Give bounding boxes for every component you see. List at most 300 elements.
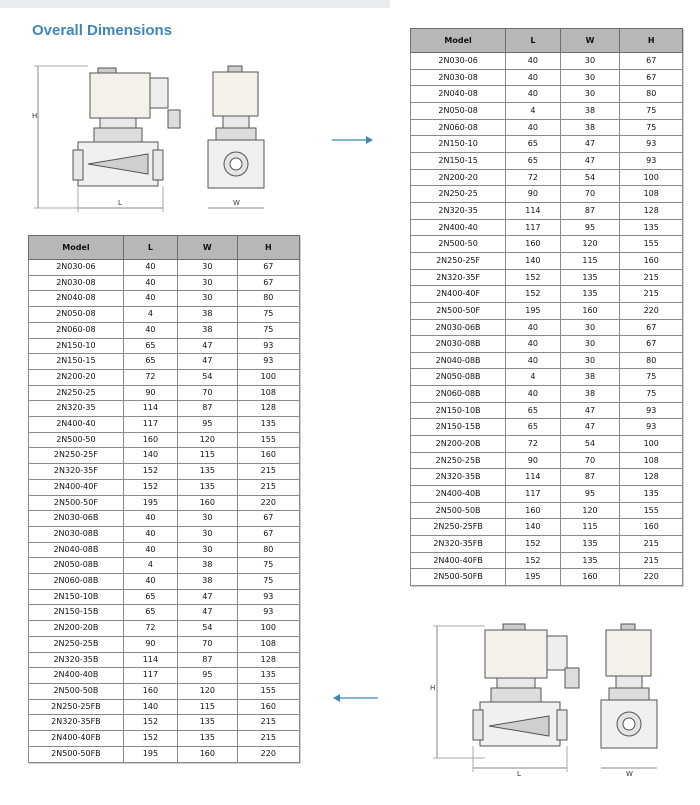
- cell-model: 2N200-20B: [29, 621, 124, 637]
- cell-model: 2N040-08B: [29, 542, 124, 558]
- length-dimension-label: L: [517, 770, 521, 778]
- cell-h: 215: [620, 552, 683, 569]
- cell-l: 195: [506, 569, 560, 586]
- cell-model: 2N320-35FB: [29, 715, 124, 731]
- cell-l: 117: [123, 668, 177, 684]
- cell-model: 2N400-40: [29, 417, 124, 433]
- cell-h: 75: [237, 558, 299, 574]
- cell-h: 220: [237, 495, 299, 511]
- cell-w: 30: [178, 291, 238, 307]
- table-row: [29, 260, 300, 276]
- table-header-row: [411, 29, 683, 53]
- cell-l: 72: [123, 621, 177, 637]
- cell-model: 2N400-40: [411, 219, 506, 236]
- cell-l: 40: [506, 386, 560, 403]
- table-row: [29, 683, 300, 699]
- cell-l: 40: [123, 275, 177, 291]
- table-row: [411, 336, 683, 353]
- table-row: [411, 236, 683, 253]
- table-row: [29, 432, 300, 448]
- cell-h: 215: [237, 479, 299, 495]
- cell-h: 128: [237, 401, 299, 417]
- cell-model: 2N400-40FB: [411, 552, 506, 569]
- cell-model: 2N500-50FB: [29, 746, 124, 762]
- table-row: [411, 436, 683, 453]
- cell-model: 2N060-08B: [411, 386, 506, 403]
- table-row: [411, 86, 683, 103]
- cell-l: 40: [506, 69, 560, 86]
- table-row: [29, 558, 300, 574]
- cell-w: 120: [178, 432, 238, 448]
- cell-model: 2N050-08B: [411, 369, 506, 386]
- cell-h: 100: [620, 169, 683, 186]
- table-row: [29, 338, 300, 354]
- width-dimension-label: W: [233, 199, 240, 207]
- cell-l: 90: [123, 385, 177, 401]
- cell-h: 128: [620, 469, 683, 486]
- arrow-left-icon: [332, 692, 378, 704]
- cell-l: 40: [123, 291, 177, 307]
- column-header-h: H: [237, 236, 299, 260]
- cell-w: 115: [560, 519, 620, 536]
- cell-h: 67: [620, 319, 683, 336]
- table-row: [29, 291, 300, 307]
- table-row: [411, 502, 683, 519]
- cell-l: 40: [506, 53, 560, 70]
- cell-h: 135: [237, 668, 299, 684]
- table-row: [29, 369, 300, 385]
- cell-h: 67: [237, 260, 299, 276]
- table-row: [411, 536, 683, 553]
- table-row: [411, 419, 683, 436]
- table-row: [411, 53, 683, 70]
- cell-w: 70: [560, 452, 620, 469]
- table-body: [29, 260, 300, 763]
- cell-w: 135: [178, 479, 238, 495]
- cell-l: 114: [123, 652, 177, 668]
- cell-h: 220: [620, 569, 683, 586]
- cell-w: 47: [178, 354, 238, 370]
- cell-model: 2N250-25B: [411, 452, 506, 469]
- cell-l: 152: [123, 464, 177, 480]
- cell-l: 40: [506, 336, 560, 353]
- cell-w: 87: [178, 652, 238, 668]
- cell-w: 30: [178, 542, 238, 558]
- cell-h: 80: [237, 291, 299, 307]
- cell-l: 40: [123, 574, 177, 590]
- cell-h: 80: [237, 542, 299, 558]
- cell-h: 108: [237, 385, 299, 401]
- cell-model: 2N030-06B: [411, 319, 506, 336]
- table-row: [411, 369, 683, 386]
- cell-h: 220: [237, 746, 299, 762]
- cell-h: 220: [620, 302, 683, 319]
- cell-h: 135: [620, 486, 683, 503]
- table-body: [411, 53, 683, 586]
- cell-model: 2N500-50: [29, 432, 124, 448]
- cell-model: 2N500-50: [411, 236, 506, 253]
- cell-model: 2N500-50B: [29, 683, 124, 699]
- table-row: [411, 469, 683, 486]
- cell-l: 152: [506, 536, 560, 553]
- cell-model: 2N200-20: [29, 369, 124, 385]
- table-row: [411, 452, 683, 469]
- cell-h: 160: [620, 252, 683, 269]
- cell-h: 108: [620, 452, 683, 469]
- cell-h: 75: [237, 574, 299, 590]
- cell-w: 47: [560, 402, 620, 419]
- column-header-w: W: [178, 236, 238, 260]
- cell-model: 2N150-10B: [411, 402, 506, 419]
- cell-h: 100: [237, 621, 299, 637]
- cell-l: 114: [506, 202, 560, 219]
- cell-model: 2N150-15: [29, 354, 124, 370]
- cell-w: 30: [560, 319, 620, 336]
- table-row: [29, 354, 300, 370]
- cell-model: 2N250-25F: [411, 252, 506, 269]
- table-row: [411, 319, 683, 336]
- table-row: [29, 464, 300, 480]
- cell-w: 120: [560, 502, 620, 519]
- cell-l: 40: [123, 542, 177, 558]
- cell-w: 135: [178, 464, 238, 480]
- cell-l: 160: [123, 683, 177, 699]
- cell-l: 65: [123, 338, 177, 354]
- cell-h: 100: [620, 436, 683, 453]
- table-row: [411, 136, 683, 153]
- cell-w: 30: [560, 352, 620, 369]
- cell-model: 2N150-10B: [29, 589, 124, 605]
- table-row: [29, 307, 300, 323]
- cell-model: 2N250-25: [411, 186, 506, 203]
- table-row: [29, 479, 300, 495]
- table-row: [411, 352, 683, 369]
- height-dimension-label: H: [32, 112, 38, 120]
- cell-model: 2N040-08B: [411, 352, 506, 369]
- cell-l: 40: [123, 260, 177, 276]
- cell-w: 30: [178, 275, 238, 291]
- table-row: [29, 542, 300, 558]
- column-header-model: Model: [29, 236, 124, 260]
- cell-h: 155: [620, 236, 683, 253]
- cell-h: 75: [620, 369, 683, 386]
- cell-h: 93: [620, 402, 683, 419]
- cell-model: 2N250-25: [29, 385, 124, 401]
- cell-model: 2N320-35B: [29, 652, 124, 668]
- cell-l: 140: [123, 699, 177, 715]
- table-row: [29, 731, 300, 747]
- cell-w: 160: [178, 746, 238, 762]
- column-header-h: H: [620, 29, 683, 53]
- cell-w: 30: [178, 526, 238, 542]
- dimensions-table-right: [410, 28, 683, 586]
- cell-w: 38: [560, 119, 620, 136]
- cell-l: 40: [123, 511, 177, 527]
- width-dimension-label: W: [626, 770, 633, 778]
- cell-w: 135: [178, 731, 238, 747]
- cell-h: 93: [620, 136, 683, 153]
- cell-h: 160: [620, 519, 683, 536]
- cell-l: 195: [123, 746, 177, 762]
- cell-model: 2N030-08B: [29, 526, 124, 542]
- cell-model: 2N200-20B: [411, 436, 506, 453]
- cell-h: 93: [237, 605, 299, 621]
- cell-l: 90: [506, 186, 560, 203]
- cell-h: 93: [237, 338, 299, 354]
- table-row: [411, 286, 683, 303]
- cell-model: 2N320-35F: [411, 269, 506, 286]
- cell-w: 54: [560, 436, 620, 453]
- cell-w: 38: [560, 369, 620, 386]
- cell-w: 87: [560, 202, 620, 219]
- cell-h: 67: [237, 275, 299, 291]
- cell-model: 2N250-25FB: [29, 699, 124, 715]
- cell-l: 114: [506, 469, 560, 486]
- cell-l: 65: [123, 354, 177, 370]
- cell-model: 2N500-50F: [29, 495, 124, 511]
- cell-l: 65: [506, 152, 560, 169]
- cell-w: 47: [178, 605, 238, 621]
- cell-l: 40: [506, 119, 560, 136]
- cell-h: 155: [620, 502, 683, 519]
- cell-h: 160: [237, 699, 299, 715]
- cell-h: 67: [237, 526, 299, 542]
- cell-model: 2N250-25FB: [411, 519, 506, 536]
- cell-w: 70: [178, 636, 238, 652]
- cell-model: 2N030-06B: [29, 511, 124, 527]
- cell-w: 54: [560, 169, 620, 186]
- cell-w: 38: [560, 102, 620, 119]
- cell-h: 93: [620, 152, 683, 169]
- cell-h: 215: [620, 286, 683, 303]
- table-row: [411, 302, 683, 319]
- cell-w: 135: [560, 536, 620, 553]
- cell-model: 2N040-08: [29, 291, 124, 307]
- cell-l: 4: [123, 307, 177, 323]
- cell-w: 87: [178, 401, 238, 417]
- valve-drawing-bottom: [425, 618, 675, 783]
- table-row: [29, 621, 300, 637]
- cell-model: 2N150-10: [411, 136, 506, 153]
- cell-h: 75: [620, 119, 683, 136]
- cell-model: 2N200-20: [411, 169, 506, 186]
- table-row: [29, 699, 300, 715]
- table-row: [29, 322, 300, 338]
- table-row: [29, 652, 300, 668]
- cell-model: 2N030-06: [411, 53, 506, 70]
- cell-model: 2N500-50B: [411, 502, 506, 519]
- cell-w: 160: [560, 569, 620, 586]
- table-row: [411, 69, 683, 86]
- table-header-row: [29, 236, 300, 260]
- cell-model: 2N150-15: [411, 152, 506, 169]
- cell-model: 2N320-35B: [411, 469, 506, 486]
- cell-l: 195: [123, 495, 177, 511]
- cell-l: 72: [123, 369, 177, 385]
- cell-l: 117: [506, 219, 560, 236]
- cell-w: 95: [178, 417, 238, 433]
- cell-l: 4: [506, 102, 560, 119]
- table-row: [411, 186, 683, 203]
- table-row: [411, 202, 683, 219]
- table-row: [29, 636, 300, 652]
- cell-w: 95: [560, 219, 620, 236]
- cell-h: 100: [237, 369, 299, 385]
- table-row: [29, 448, 300, 464]
- cell-model: 2N400-40B: [29, 668, 124, 684]
- cell-h: 67: [620, 53, 683, 70]
- page-title: Overall Dimensions: [32, 22, 173, 39]
- cell-l: 114: [123, 401, 177, 417]
- cell-w: 135: [560, 552, 620, 569]
- cell-l: 90: [506, 452, 560, 469]
- cell-w: 38: [178, 558, 238, 574]
- cell-h: 135: [237, 417, 299, 433]
- table-row: [29, 275, 300, 291]
- cell-l: 195: [506, 302, 560, 319]
- column-header-w: W: [560, 29, 620, 53]
- cell-l: 140: [123, 448, 177, 464]
- table-row: [411, 552, 683, 569]
- table-row: [29, 589, 300, 605]
- cell-w: 54: [178, 369, 238, 385]
- column-header-model: Model: [411, 29, 506, 53]
- height-dimension-label: H: [430, 684, 436, 692]
- cell-h: 128: [620, 202, 683, 219]
- cell-w: 115: [178, 699, 238, 715]
- cell-h: 128: [237, 652, 299, 668]
- cell-h: 67: [620, 336, 683, 353]
- cell-w: 38: [560, 386, 620, 403]
- cell-model: 2N030-06: [29, 260, 124, 276]
- cell-l: 117: [123, 417, 177, 433]
- cell-l: 160: [123, 432, 177, 448]
- cell-model: 2N250-25F: [29, 448, 124, 464]
- cell-l: 65: [123, 605, 177, 621]
- cell-model: 2N400-40F: [411, 286, 506, 303]
- table-row: [29, 495, 300, 511]
- cell-model: 2N320-35F: [29, 464, 124, 480]
- dimensions-table-left: [28, 235, 300, 763]
- table-row: [411, 402, 683, 419]
- cell-l: 152: [506, 286, 560, 303]
- valve-drawing-top: [28, 58, 278, 218]
- cell-h: 215: [620, 269, 683, 286]
- table-row: [29, 668, 300, 684]
- cell-w: 30: [560, 336, 620, 353]
- cell-h: 80: [620, 86, 683, 103]
- table-row: [411, 386, 683, 403]
- cell-model: 2N150-15B: [411, 419, 506, 436]
- table-row: [411, 152, 683, 169]
- cell-model: 2N030-08B: [411, 336, 506, 353]
- cell-l: 90: [123, 636, 177, 652]
- cell-model: 2N060-08B: [29, 574, 124, 590]
- cell-l: 140: [506, 519, 560, 536]
- cell-w: 38: [178, 322, 238, 338]
- cell-model: 2N030-08: [29, 275, 124, 291]
- cell-h: 67: [237, 511, 299, 527]
- table-row: [29, 746, 300, 762]
- cell-h: 160: [237, 448, 299, 464]
- cell-h: 215: [237, 464, 299, 480]
- cell-w: 95: [560, 486, 620, 503]
- cell-h: 67: [620, 69, 683, 86]
- cell-w: 120: [178, 683, 238, 699]
- cell-l: 152: [123, 479, 177, 495]
- cell-h: 215: [237, 731, 299, 747]
- arrow-right-icon: [332, 134, 374, 146]
- cell-model: 2N400-40B: [411, 486, 506, 503]
- cell-l: 40: [506, 319, 560, 336]
- cell-l: 65: [506, 136, 560, 153]
- cell-w: 135: [560, 286, 620, 303]
- cell-w: 54: [178, 621, 238, 637]
- cell-l: 72: [506, 169, 560, 186]
- table-row: [411, 569, 683, 586]
- cell-w: 30: [178, 511, 238, 527]
- cell-l: 65: [506, 402, 560, 419]
- cell-model: 2N250-25B: [29, 636, 124, 652]
- column-header-l: L: [123, 236, 177, 260]
- top-decorative-bar: [0, 0, 390, 8]
- table-row: [411, 519, 683, 536]
- cell-w: 160: [178, 495, 238, 511]
- cell-l: 117: [506, 486, 560, 503]
- cell-l: 160: [506, 236, 560, 253]
- cell-h: 155: [237, 683, 299, 699]
- cell-w: 95: [178, 668, 238, 684]
- cell-l: 65: [123, 589, 177, 605]
- cell-w: 30: [560, 69, 620, 86]
- table-row: [411, 252, 683, 269]
- cell-w: 30: [560, 53, 620, 70]
- cell-h: 135: [620, 219, 683, 236]
- cell-w: 38: [178, 574, 238, 590]
- cell-l: 152: [123, 731, 177, 747]
- cell-w: 30: [560, 86, 620, 103]
- cell-model: 2N500-50F: [411, 302, 506, 319]
- cell-w: 47: [560, 136, 620, 153]
- cell-h: 155: [237, 432, 299, 448]
- table-row: [29, 417, 300, 433]
- cell-model: 2N050-08B: [29, 558, 124, 574]
- cell-w: 38: [178, 307, 238, 323]
- cell-model: 2N500-50FB: [411, 569, 506, 586]
- cell-l: 152: [506, 269, 560, 286]
- cell-h: 108: [237, 636, 299, 652]
- cell-model: 2N150-10: [29, 338, 124, 354]
- cell-model: 2N400-40FB: [29, 731, 124, 747]
- cell-model: 2N320-35: [411, 202, 506, 219]
- table-row: [29, 574, 300, 590]
- cell-w: 30: [178, 260, 238, 276]
- table-row: [29, 715, 300, 731]
- cell-l: 152: [123, 715, 177, 731]
- table-row: [411, 219, 683, 236]
- cell-w: 47: [178, 589, 238, 605]
- cell-h: 93: [237, 354, 299, 370]
- cell-w: 135: [178, 715, 238, 731]
- cell-h: 75: [620, 386, 683, 403]
- cell-l: 40: [123, 526, 177, 542]
- cell-h: 80: [620, 352, 683, 369]
- cell-w: 47: [178, 338, 238, 354]
- cell-w: 115: [178, 448, 238, 464]
- cell-model: 2N320-35FB: [411, 536, 506, 553]
- cell-l: 40: [123, 322, 177, 338]
- cell-model: 2N320-35: [29, 401, 124, 417]
